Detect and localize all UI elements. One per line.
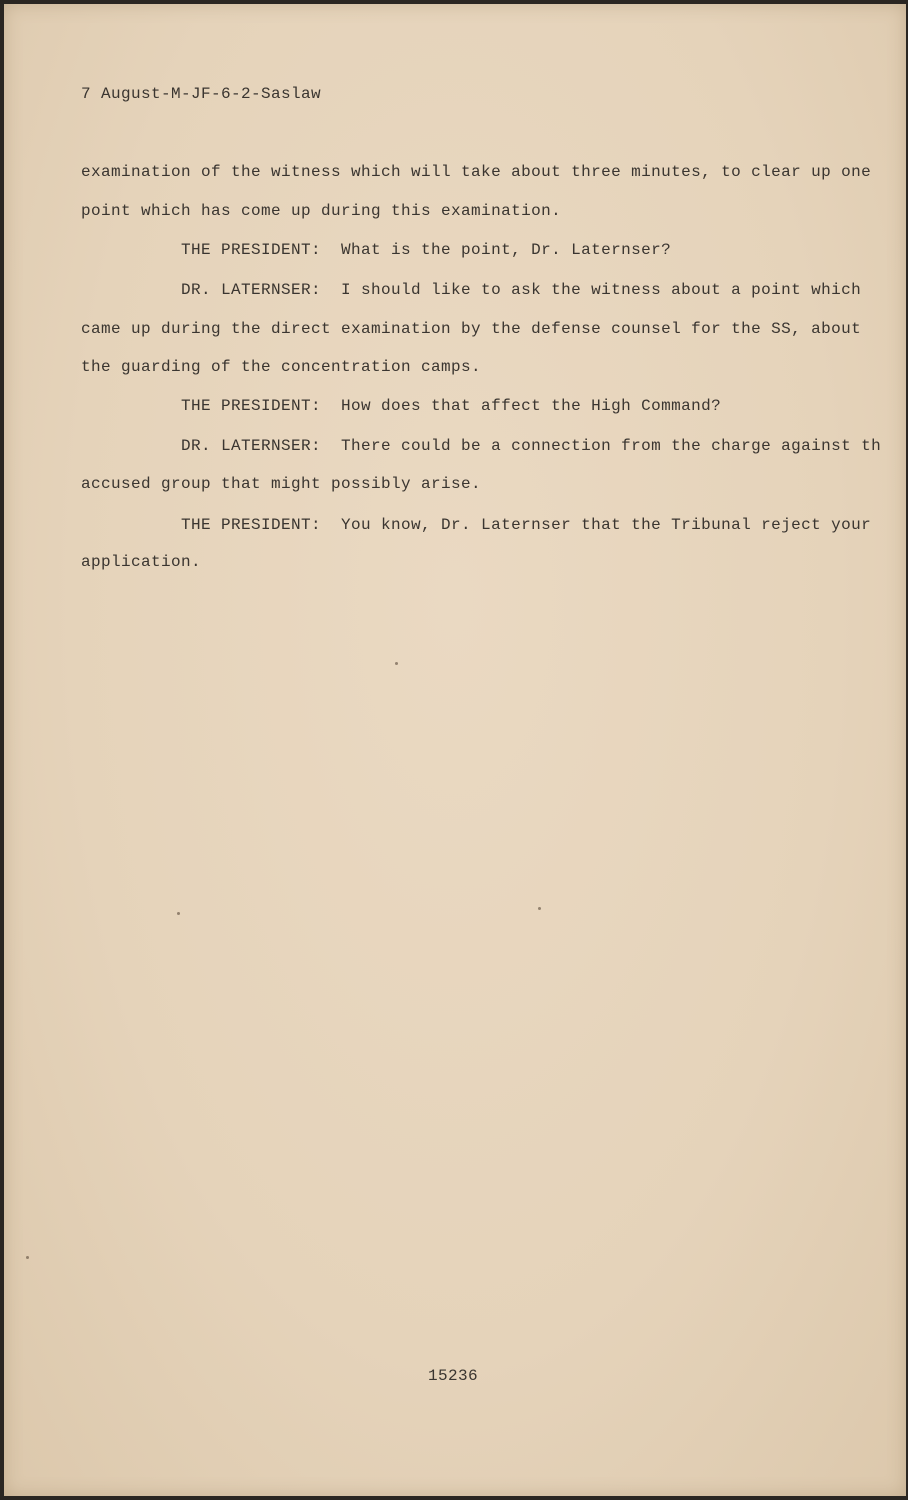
page-header: 7 August-M-JF-6-2-Saslaw [81,85,322,103]
text-line: the guarding of the concentration camps. [81,358,482,376]
text-line: accused group that might possibly arise. [81,475,482,493]
text-line: THE PRESIDENT: You know, Dr. Laternser that the Tribunal reject your [81,516,872,534]
paper-speck [395,662,398,665]
paper-speck [538,907,541,910]
text-line: came up during the direct examination by the defense counsel for the SS, about [81,320,862,338]
paper-speck [177,912,180,915]
text-line: examination of the witness which will take about three minutes, to clear up one [81,163,872,181]
text-line: THE PRESIDENT: How does that affect the High Command? [81,397,722,415]
text-line: application. [81,553,202,571]
text-line: DR. LATERNSER: There could be a connection from the charge against th [81,437,882,455]
text-line: point which has come up during this examination. [81,202,562,220]
paper-speck [26,1256,29,1259]
text-line: DR. LATERNSER: I should like to ask the witness about a point which [81,281,862,299]
text-line: THE PRESIDENT: What is the point, Dr. Laternser? [81,241,672,259]
page-number: 15236 [428,1367,479,1385]
document-page [4,4,906,1496]
